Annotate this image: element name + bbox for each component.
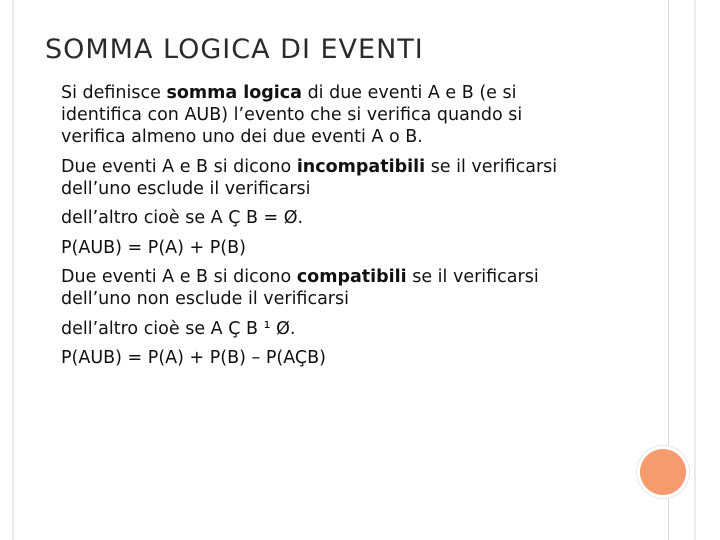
formula-compatible: P(AUB) = P(A) + P(B) – P(AÇB)	[61, 348, 326, 368]
paragraph-compatible	[61, 266, 601, 310]
text: di due eventi A e B (e si	[302, 83, 517, 103]
text: se il verificarsi	[406, 267, 539, 287]
text: Due eventi A e B si dicono	[61, 267, 297, 287]
formula-incompatible: P(AUB) = P(A) + P(B)	[61, 237, 246, 258]
line: verifica almeno uno dei due eventi A o B.	[61, 127, 423, 147]
text: Si definisce	[61, 83, 167, 103]
text: Due eventi A e B si dicono	[61, 156, 297, 177]
line	[61, 266, 601, 288]
paragraph-definition	[61, 82, 601, 148]
line	[61, 82, 601, 104]
slide-title: SOMMA LOGICA DI EVENTI	[45, 34, 424, 65]
line: dell’uno non esclude il verificarsi	[61, 289, 349, 309]
line: identifica con AUB) l’evento che si verifica quando si	[61, 105, 523, 125]
line: dell’uno esclude il verificarsi	[61, 178, 311, 199]
bold-term: compatibili	[296, 267, 407, 287]
paragraph-compatible-condition: dell’altro cioè se A Ç B ¹ Ø.	[61, 318, 296, 339]
bold-term: somma logica	[166, 83, 302, 103]
bold-term: incompatibili	[296, 156, 426, 177]
slide-content	[61, 82, 601, 377]
text: se il verificarsi	[425, 156, 558, 177]
decorative-circle	[640, 449, 686, 495]
line	[61, 156, 601, 178]
paragraph-incompatible	[61, 156, 601, 200]
paragraph-incompatible-condition: dell’altro cioè se A Ç B = Ø.	[61, 208, 304, 228]
